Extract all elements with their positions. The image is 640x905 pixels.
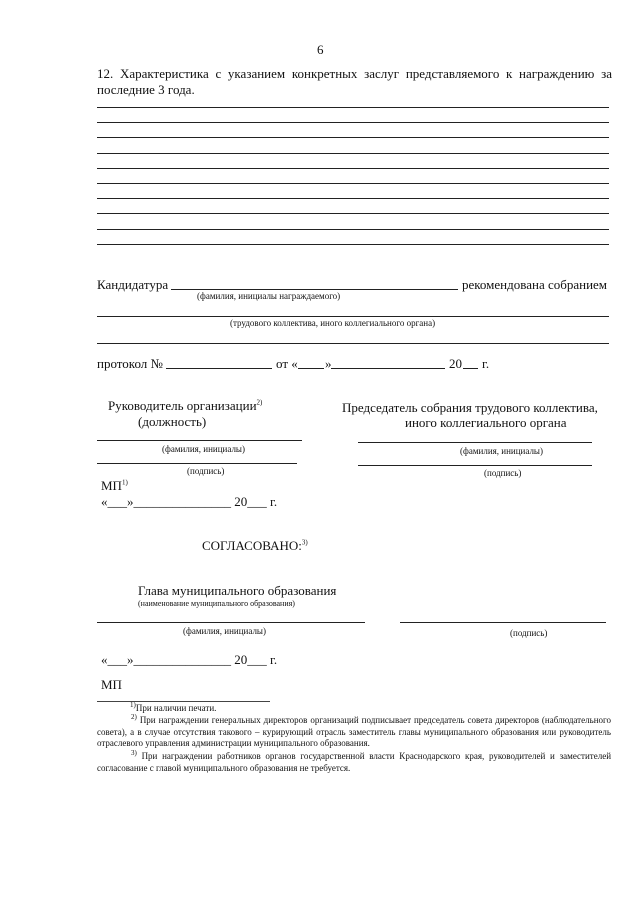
protocol-label: протокол № (97, 356, 163, 371)
page-number: 6 (317, 42, 324, 57)
municipal-head-title: Глава муниципального образования (138, 583, 337, 598)
candidate-name-field[interactable] (171, 289, 458, 290)
org-head-name-field[interactable] (97, 440, 302, 441)
org-head-position: (должность) (138, 414, 207, 429)
characteristic-line[interactable] (97, 244, 609, 245)
collective-field-2[interactable] (97, 343, 609, 344)
protocol-from-label: от « (276, 356, 298, 371)
org-head-date: «___»_______________ 20___ г. (101, 494, 278, 509)
candidacy-label: Кандидатура (97, 277, 169, 292)
recommended-label: рекомендована собранием (462, 277, 608, 292)
characteristic-line[interactable] (97, 229, 609, 230)
characteristic-line[interactable] (97, 153, 609, 154)
footnote-separator (97, 701, 270, 702)
chairman-title-2: иного коллегиального органа (405, 415, 567, 430)
collective-field[interactable] (97, 316, 609, 317)
chairman-signature-field[interactable] (358, 465, 592, 466)
protocol-day-field[interactable] (298, 368, 324, 369)
org-head-signature-field[interactable] (97, 463, 297, 464)
municipal-head-signature-caption: (подпись) (510, 628, 548, 638)
characteristic-line[interactable] (97, 213, 609, 214)
characteristic-line[interactable] (97, 183, 609, 184)
chairman-title-1: Председатель собрания трудового коллектива, (342, 400, 598, 415)
characteristic-line[interactable] (97, 168, 609, 169)
municipality-name-caption: (наименование муниципального образования) (138, 599, 295, 608)
agreed-label: СОГЛАСОВАНО:$^{3)}$ (202, 538, 308, 553)
section-12-heading: 12. Характеристика с указанием конкретных заслуг представляемого к награждению за последние 3 года. (97, 66, 612, 97)
mp-bottom: МП (101, 677, 122, 692)
org-head-signature-caption: (подпись) (187, 466, 225, 476)
footnote-2: $^{2)}$ При награждении генеральных директоров организаций подписывает председатель совета директоров (наблюдательного совета), а в случае отсутствия такового – курирующий отрасль заместитель главы муниципального образования или руководитель отраслевого управления администрации муниципального образования. (97, 713, 611, 748)
candidate-name-caption: (фамилия, инициалы награждаемого) (197, 291, 341, 301)
characteristic-line[interactable] (97, 107, 609, 108)
collective-caption: (трудового коллектива, иного коллегиального органа) (230, 318, 436, 328)
protocol-year-suffix: г. (482, 356, 490, 371)
municipal-head-name-caption: (фамилия, инициалы) (183, 626, 266, 636)
protocol-quote-close: » (325, 356, 332, 371)
footnote-1: $^{1)}$При наличии печати. (130, 701, 217, 713)
org-head-name-caption: (фамилия, инициалы) (162, 444, 245, 454)
characteristic-line[interactable] (97, 122, 609, 123)
protocol-year-prefix: 20 (449, 356, 462, 371)
characteristic-line[interactable] (97, 198, 609, 199)
protocol-number-field[interactable] (166, 368, 272, 369)
protocol-year-field[interactable] (463, 368, 478, 369)
municipal-head-date: «___»_______________ 20___ г. (101, 652, 278, 667)
footnote-3: $^{3)}$ При награждении работников органов государственной власти Краснодарского края, руководителей и заместителей согласование с главой муниципального образования не требуется. (97, 749, 612, 773)
org-head-title: Руководитель организации$^{2)}$ (108, 398, 263, 413)
protocol-month-field[interactable] (331, 368, 445, 369)
chairman-name-caption: (фамилия, инициалы) (460, 446, 543, 456)
chairman-signature-caption: (подпись) (484, 468, 522, 478)
mp-left: МП$^{1)}$ (101, 478, 128, 493)
characteristic-line[interactable] (97, 137, 609, 138)
municipal-head-signature-field[interactable] (400, 622, 606, 623)
municipal-head-name-field[interactable] (97, 622, 365, 623)
chairman-name-field[interactable] (358, 442, 592, 443)
